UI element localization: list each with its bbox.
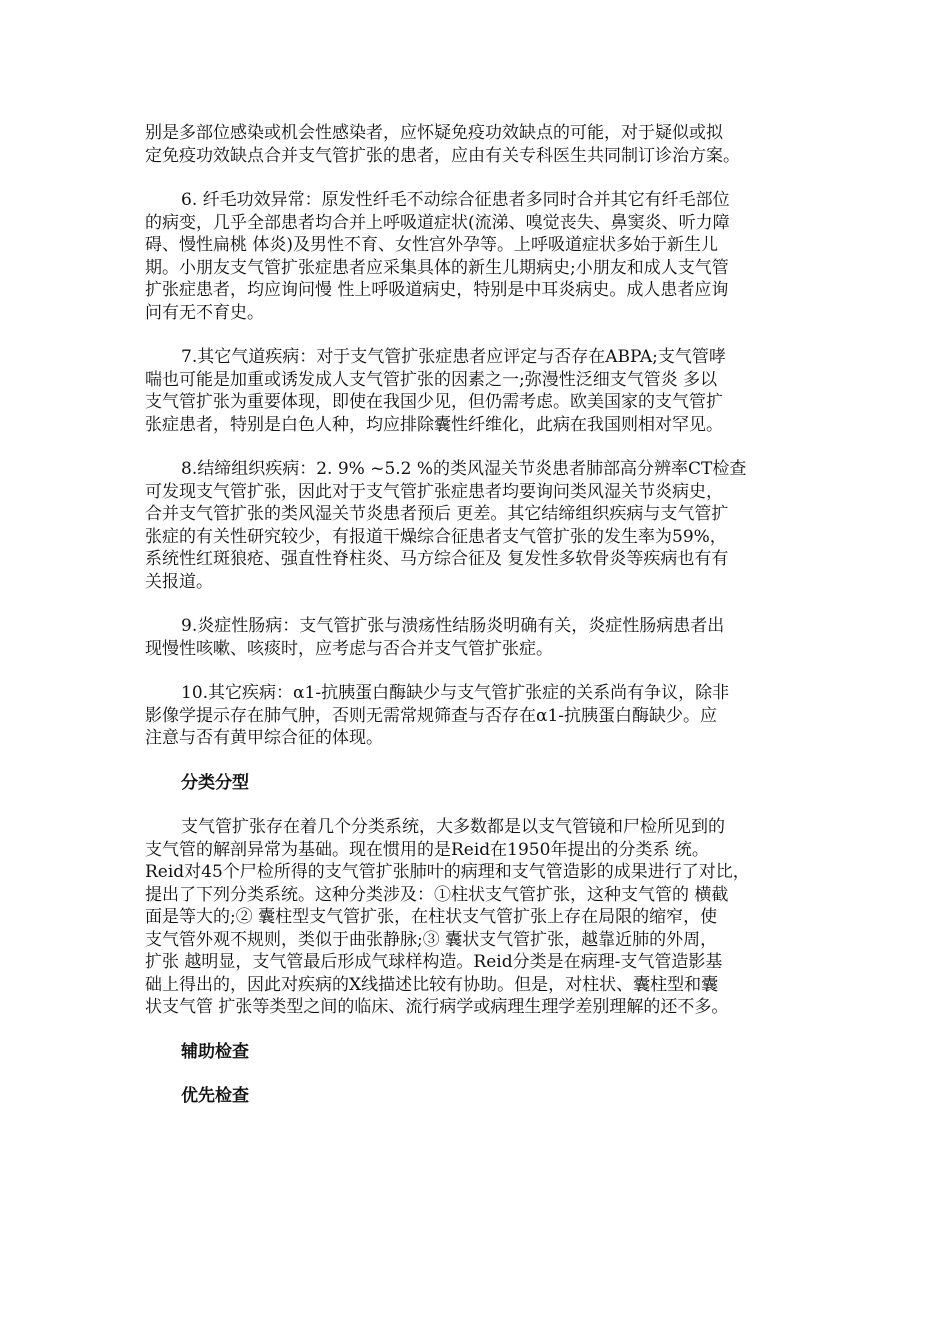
- text-line: 提出了下列分类系统。这种分类涉及：①柱状支气管扩张，这种支气管的 横截: [145, 884, 729, 905]
- text-line: 现慢性咳嗽、咳痰时，应考虑与否合并支气管扩张症。: [145, 638, 553, 659]
- paragraph-classification: [145, 816, 820, 1019]
- text-line: 问有无不育史。: [145, 302, 264, 323]
- text-line: 支气管扩张为重要体现，即使在我国少见，但仍需考虑。欧美国家的支气管扩: [145, 392, 723, 412]
- text-line: 别是多部位感染或机会性感染者，应怀疑免疫功效缺点的可能，对于疑似或拟: [145, 123, 723, 143]
- paragraph-other-airway-diseases: [145, 346, 820, 436]
- text-line: 8.结缔组织疾病：2. 9% ~5.2 %的类风湿关节炎患者肺部高分辨率CT检查: [181, 459, 747, 479]
- paragraph-immunodeficiency: [145, 122, 820, 167]
- text-line: 础上得出的，因此对疾病的X线描述比较有协助。但是，对柱状、囊柱型和囊: [145, 974, 719, 995]
- text-line: 状支气管 扩张等类型之间的临床、流行病学或病理生理学差别理解的还不多。: [145, 997, 729, 1017]
- text-line: 期。小朋友支气管扩张症患者应采集具体的新生儿期病史;小朋友和成人支气管: [145, 257, 729, 278]
- text-line: 张症的有关性研究较少，有报道干燥综合征患者支气管扩张的发生率为59%，: [145, 526, 727, 547]
- text-line: 喘也可能是加重或诱发成人支气管扩张的因素之一;弥漫性泛细支气管炎 多以: [145, 369, 718, 390]
- section-heading-classification: 分类分型: [181, 772, 249, 793]
- text-line: 的病变，几乎全部患者均合并上呼吸道症状(流涕、嗅觉丧失、鼻窦炎、听力障: [145, 212, 730, 233]
- text-line: 扩张 越明显，支气管最后形成气球样构造。Reid分类是在病理-支气管造影基: [145, 952, 723, 972]
- text-line: 关报道。: [145, 571, 213, 592]
- paragraph-cilia-dysfunction: [145, 189, 820, 324]
- text-line: 张症患者，特别是白色人种，均应排除囊性纤维化，此病在我国则相对罕见。: [145, 414, 723, 435]
- text-line: 面是等大的;② 囊柱型支气管扩张，在柱状支气管扩张上存在局限的缩窄，使: [145, 907, 718, 927]
- text-line: 定免疫功效缺点合并支气管扩张的患者，应由有关专科医生共同制订诊治方案。: [145, 145, 740, 166]
- text-line: 支气管的解剖异常为基础。现在惯用的是Reid在1950年提出的分类系 统。: [145, 839, 709, 860]
- text-line: 10.其它疾病：α1-抗胰蛋白酶缺少与支气管扩张症的关系尚有争议，除非: [181, 683, 730, 703]
- text-line: 碍、慢性扁桃 体炎)及男性不育、女性宫外孕等。上呼吸道症状多始于新生儿: [145, 235, 719, 255]
- text-line: 影像学提示存在肺气肿，否则无需常规筛查与否存在α1-抗胰蛋白酶缺少。应: [145, 705, 718, 726]
- text-line: 扩张症患者，均应询问慢 性上呼吸道病史，特别是中耳炎病史。成人患者应询: [145, 280, 729, 300]
- paragraph-connective-tissue: [145, 458, 820, 593]
- text-line: 系统性红斑狼疮、强直性脊柱炎、马方综合征及 复发性多软骨炎等疾病也有有: [145, 549, 729, 569]
- text-line: 6. 纤毛功效异常：原发性纤毛不动综合征患者多同时合并其它有纤毛部位: [181, 190, 730, 210]
- text-line: Reid对45个尸检所得的支气管扩张肺叶的病理和支气管造影的成果进行了对比，: [145, 862, 750, 882]
- paragraph-other-diseases: [145, 682, 820, 750]
- section-heading-priority-exam: 优先检查: [181, 1086, 249, 1106]
- text-line: 支气管外观不规则，类似于曲张静脉;③ 囊状支气管扩张，越靠近肺的外周，: [145, 929, 718, 950]
- text-line: 合并支气管扩张的类风湿关节炎患者预后 更差。其它结缔组织疾病与支气管扩: [145, 504, 729, 524]
- text-line: 注意与否有黄甲综合征的体现。: [145, 728, 383, 748]
- document-body: [145, 122, 820, 1130]
- text-line: 可发现支气管扩张，因此对于支气管扩张症患者均要询问类风湿关节炎病史，: [145, 481, 723, 502]
- text-line: 9.炎症性肠病：支气管扩张与溃疡性结肠炎明确有关，炎症性肠病患者出: [181, 616, 725, 636]
- section-heading-auxiliary-exam: 辅助检查: [181, 1041, 249, 1062]
- text-line: 支气管扩张存在着几个分类系统，大多数都是以支气管镜和尸检所见到的: [181, 817, 725, 837]
- text-line: 7.其它气道疾病：对于支气管扩张症患者应评定与否存在ABPA;支气管哮: [181, 347, 726, 367]
- paragraph-inflammatory-bowel: [145, 615, 820, 660]
